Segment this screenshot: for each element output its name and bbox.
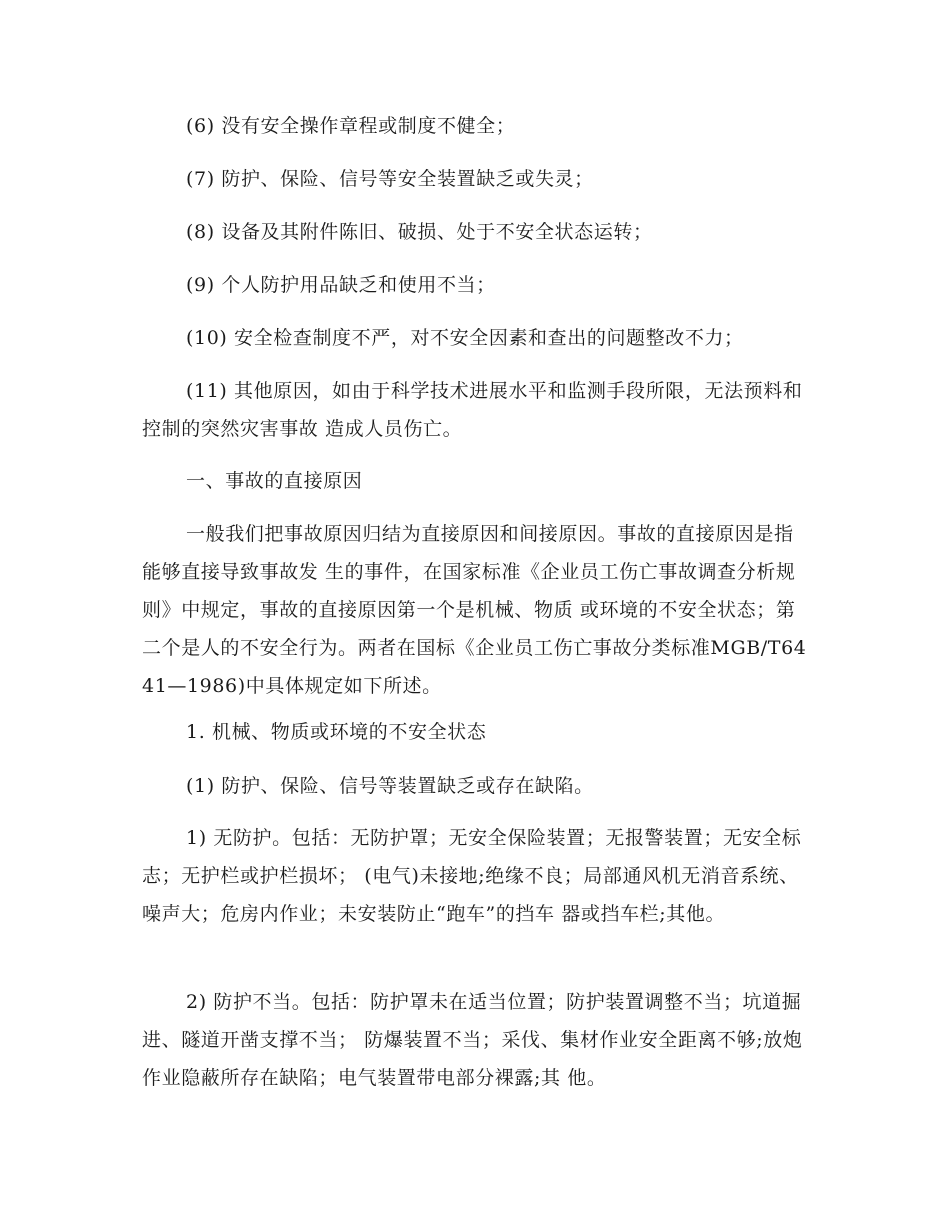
body-paragraph: 一般我们把事故原因归结为直接原因和间接原因。事故的直接原因是指能够直接导致事故发 生的事件，在国家标准《企业员工伤亡事故调查分析规则》中规定，事故的直接原因第一个是机械、物质 或环境的不安全状态；第二个是人的不安全行为。两者在国标《企业员工伤亡事故分类标准MGB/T6441—1986)中具体规定如下所述。 [142, 523, 807, 697]
section-heading: 一、事故的直接原因 [186, 470, 363, 492]
list-item-9: (9) 个人防护用品缺乏和使用不当； [186, 274, 496, 296]
list-item-11: (11) 其他原因，如由于科学技术进展水平和监测手段所限，无法预料和控制的突然灾害事故 造成人员伤亡。 [142, 380, 803, 440]
sub-item-1: 1) 无防护。包括：无防护罩；无安全保险装置；无报警装置；无安全标志；无护栏或护栏损坏； (电气)未接地;绝缘不良；局部通风机无消音系统、噪声大；危房内作业；未安装防止“跑车”的挡车 器或挡车栏;其他。 [142, 827, 802, 925]
sub-item-2: 2) 防护不当。包括：防护罩未在适当位置；防护装置调整不当；坑道掘进、隧道开凿支撑不当； 防爆装置不当；采伐、集材作业安全距离不够;放炮作业隐蔽所存在缺陷；电气装置带电部分裸露;其 他。 [142, 991, 803, 1089]
list-item-6: (6) 没有安全操作章程或制度不健全； [186, 115, 516, 137]
list-item-1: (1) 防护、保险、信号等装置缺乏或存在缺陷。 [186, 775, 594, 797]
subsection-heading: 1. 机械、物质或环境的不安全状态 [186, 721, 487, 743]
list-item-7: (7) 防护、保险、信号等安全装置缺乏或失灵； [186, 168, 594, 190]
list-item-10: (10) 安全检查制度不严，对不安全因素和查出的问题整改不力； [186, 327, 744, 349]
list-item-8: (8) 设备及其附件陈旧、破损、处于不安全状态运转； [186, 221, 653, 243]
